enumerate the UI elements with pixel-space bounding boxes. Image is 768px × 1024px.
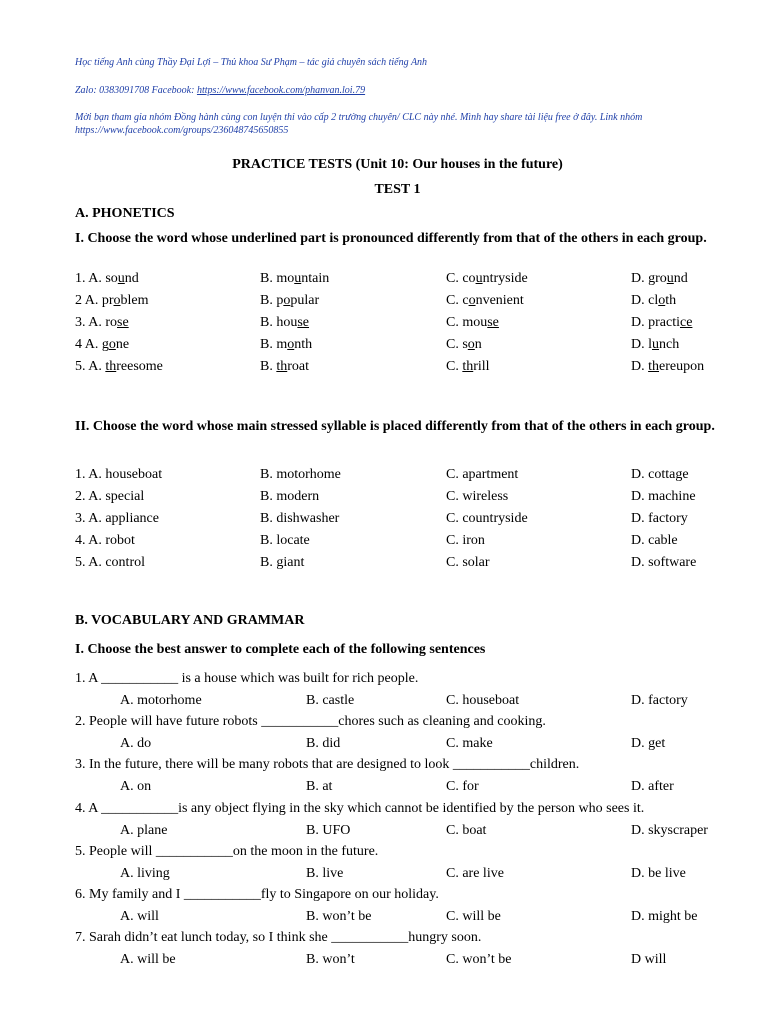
answer-option: C. solar xyxy=(446,555,490,570)
answer-option: C. are live xyxy=(446,865,504,881)
group-invite-label: Mời bạn tham gia nhóm Đồng hành cùng con luyện thi vào cấp 2 trường chuyên/ CLC này nhé. Mình hay share tài liệu free ở đây. Link nhóm xyxy=(75,112,643,123)
answer-option: D. software xyxy=(631,555,697,570)
answer-option xyxy=(446,271,528,287)
answer-option: C. countryside xyxy=(446,511,528,526)
answer-option: C. houseboat xyxy=(446,693,520,708)
answer-option: 1. A. houseboat xyxy=(75,467,163,482)
facebook-link[interactable]: https://www.facebook.com/phanvan.loi.79 xyxy=(196,85,366,96)
phonetics-part2-instruction: II. Choose the word whose main stressed syllable is placed differently from that of the others in each group. xyxy=(75,419,715,434)
option-text: blem xyxy=(120,293,149,308)
option-text: pular xyxy=(290,293,320,308)
option-text: B. xyxy=(260,359,277,374)
question-text: 2. People will have future robots ___________chores such as cleaning and cooking. xyxy=(75,714,546,730)
option-text: B. p xyxy=(260,293,284,308)
answer-option xyxy=(631,271,688,287)
answer-option: B. dishwasher xyxy=(260,511,340,526)
option-text: D. l xyxy=(631,337,652,352)
answer-option: C. for xyxy=(446,779,479,795)
header-contact-line xyxy=(75,85,365,96)
answer-option: B. motorhome xyxy=(260,467,341,482)
question-options-row xyxy=(0,952,768,972)
answer-option xyxy=(260,293,319,309)
question-text: 6. My family and I ___________fly to Singapore on our holiday. xyxy=(75,887,439,902)
group-invite-text xyxy=(75,111,715,137)
option-text: C. xyxy=(446,359,463,374)
answer-option xyxy=(631,359,704,375)
underlined-part: th xyxy=(276,359,288,374)
header-line-1: Học tiếng Anh cùng Thầy Đại Lợi – Thủ khoa Sư Phạm – tác giả chuyên sách tiếng Anh xyxy=(75,57,428,68)
question-text: 7. Sarah didn’t eat lunch today, so I think she ___________hungry soon. xyxy=(75,930,482,946)
answer-option: C. wireless xyxy=(446,489,509,504)
answer-option: C. iron xyxy=(446,533,485,548)
answer-option: B. locate xyxy=(260,533,310,548)
answer-option: C. boat xyxy=(446,822,487,838)
option-text: B. hou xyxy=(260,315,298,330)
answer-option: B. at xyxy=(306,779,333,795)
phonetics-part1-row xyxy=(0,315,768,335)
answer-option: D. cable xyxy=(631,533,678,548)
option-text: reesome xyxy=(116,359,163,374)
answer-option: C. won’t be xyxy=(446,952,512,968)
answer-option: D. factory xyxy=(631,693,688,708)
answer-option: D. get xyxy=(631,736,666,752)
zalo-label: Zalo: 0383091708 Facebook: xyxy=(75,85,197,96)
underlined-part: o xyxy=(283,293,291,308)
option-text: C. c xyxy=(446,293,469,308)
answer-option xyxy=(75,337,129,353)
answer-option xyxy=(260,337,312,353)
answer-option xyxy=(631,293,676,309)
answer-option: C. will be xyxy=(446,909,501,924)
option-text: n xyxy=(474,337,482,352)
answer-option: B. did xyxy=(306,736,341,752)
phonetics-part1-row xyxy=(0,293,768,313)
phonetics-part1-row xyxy=(0,359,768,379)
answer-option xyxy=(75,271,139,287)
phonetics-heading: A. PHONETICS xyxy=(75,206,175,221)
question-text: 4. A ___________is any object flying in the sky which cannot be identified by the person who sees it. xyxy=(75,800,645,816)
answer-option xyxy=(75,359,163,375)
option-text: nch xyxy=(659,337,680,352)
phonetics-part2-row xyxy=(0,511,768,531)
option-text: 4 A. g xyxy=(75,337,109,352)
underlined-part: u xyxy=(652,337,659,352)
option-text: D. xyxy=(631,359,649,374)
answer-option: A. do xyxy=(120,736,152,752)
option-text: B. mo xyxy=(260,271,295,286)
answer-option: B. giant xyxy=(260,555,305,570)
answer-option: 4. A. robot xyxy=(75,533,135,548)
phonetics-part2-row xyxy=(0,533,768,553)
underlined-part: o xyxy=(287,337,295,352)
underlined-part: o xyxy=(658,293,666,308)
answer-option: 3. A. appliance xyxy=(75,511,159,526)
answer-option xyxy=(631,315,692,331)
underlined-part: th xyxy=(105,359,117,374)
answer-option: D will xyxy=(631,952,667,968)
option-text: ne xyxy=(115,337,130,352)
answer-option: D. cottage xyxy=(631,467,689,482)
answer-option: D. after xyxy=(631,779,674,795)
underlined-part: o xyxy=(467,337,475,352)
answer-option: C. apartment xyxy=(446,467,519,482)
group-link[interactable]: https://www.facebook.com/groups/236048745650855 xyxy=(75,125,289,136)
underlined-part: se xyxy=(117,315,129,330)
answer-option: A. motorhome xyxy=(120,693,202,708)
option-text: nd xyxy=(124,271,139,286)
option-text: C. mou xyxy=(446,315,488,330)
option-text: D. practi xyxy=(631,315,680,330)
option-text: roat xyxy=(287,359,309,374)
question-text: 1. A ___________ is a house which was built for rich people. xyxy=(75,671,419,686)
question-options-row xyxy=(0,823,768,843)
answer-option: B. live xyxy=(306,865,344,881)
answer-option: A. on xyxy=(120,779,152,795)
underlined-part: u xyxy=(294,271,302,286)
answer-option xyxy=(446,315,499,331)
answer-option: A. will be xyxy=(120,952,176,968)
option-text: rill xyxy=(473,359,490,374)
answer-option: D. machine xyxy=(631,489,696,504)
phonetics-part2-row xyxy=(0,467,768,487)
underlined-part: o xyxy=(468,293,476,308)
question-text: 3. In the future, there will be many robots that are designed to look ___________children. xyxy=(75,757,580,773)
answer-option xyxy=(446,293,524,309)
test-label: TEST 1 xyxy=(374,182,421,197)
answer-option xyxy=(631,337,679,353)
underlined-part: o xyxy=(108,337,116,352)
answer-option: D. factory xyxy=(631,511,688,526)
answer-option: D. might be xyxy=(631,909,698,924)
answer-option: A. plane xyxy=(120,822,168,838)
question-options-row xyxy=(0,909,768,929)
underlined-part: u xyxy=(117,271,125,286)
option-text: 1. A. so xyxy=(75,271,118,286)
question-text: 5. People will ___________on the moon in the future. xyxy=(75,843,379,859)
page-title: PRACTICE TESTS (Unit 10: Our houses in the future) xyxy=(232,157,563,172)
option-text: ntain xyxy=(301,271,330,286)
option-text: nth xyxy=(294,337,313,352)
underlined-part: ce xyxy=(679,315,693,330)
option-text: D. cl xyxy=(631,293,659,308)
phonetics-part2-row xyxy=(0,555,768,575)
answer-option: A. living xyxy=(120,865,170,881)
phonetics-part2-row xyxy=(0,489,768,509)
answer-option: D. be live xyxy=(631,865,686,881)
phonetics-part1-row xyxy=(0,271,768,291)
answer-option: B. UFO xyxy=(306,822,351,838)
question-options-row xyxy=(0,779,768,799)
option-text: 2 A. pr xyxy=(75,293,114,308)
option-text: th xyxy=(665,293,677,308)
answer-option: 2. A. special xyxy=(75,489,145,504)
answer-option xyxy=(260,315,309,331)
answer-option: D. skyscraper xyxy=(631,822,708,838)
answer-option xyxy=(75,315,129,331)
answer-option xyxy=(446,337,482,353)
answer-option xyxy=(446,359,490,375)
option-text: ntryside xyxy=(482,271,528,286)
option-text: D. gro xyxy=(631,271,667,286)
answer-option xyxy=(260,359,309,375)
option-text: ereupon xyxy=(659,359,705,374)
answer-option: B. modern xyxy=(260,489,320,504)
phonetics-part1-row xyxy=(0,337,768,357)
option-text: 5. A. xyxy=(75,359,106,374)
option-text: nd xyxy=(673,271,688,286)
question-options-row xyxy=(0,866,768,886)
option-text: nvenient xyxy=(475,293,524,308)
underlined-part: se xyxy=(487,315,499,330)
answer-option: B. won’t xyxy=(306,952,355,968)
answer-option: B. won’t be xyxy=(306,909,372,924)
option-text: B. m xyxy=(260,337,288,352)
underlined-part: o xyxy=(113,293,121,308)
answer-option xyxy=(260,271,329,287)
underlined-part: se xyxy=(297,315,310,330)
option-text: C. s xyxy=(446,337,468,352)
underlined-part: u xyxy=(666,271,674,286)
answer-option: A. will xyxy=(120,909,159,924)
answer-option xyxy=(75,293,149,309)
answer-option: C. make xyxy=(446,736,493,752)
option-text: 3. A. ro xyxy=(75,315,117,330)
option-text: C. co xyxy=(446,271,476,286)
question-options-row xyxy=(0,736,768,756)
underlined-part: th xyxy=(462,359,474,374)
question-options-row xyxy=(0,693,768,713)
vocab-instruction: I. Choose the best answer to complete each of the following sentences xyxy=(75,642,486,657)
phonetics-part1-instruction: I. Choose the word whose underlined part is pronounced differently from that of the others in each group. xyxy=(75,231,707,246)
answer-option: 5. A. control xyxy=(75,555,145,570)
underlined-part: th xyxy=(648,359,660,374)
vocab-heading: B. VOCABULARY AND GRAMMAR xyxy=(75,613,305,628)
answer-option: B. castle xyxy=(306,693,355,708)
underlined-part: u xyxy=(475,271,483,286)
